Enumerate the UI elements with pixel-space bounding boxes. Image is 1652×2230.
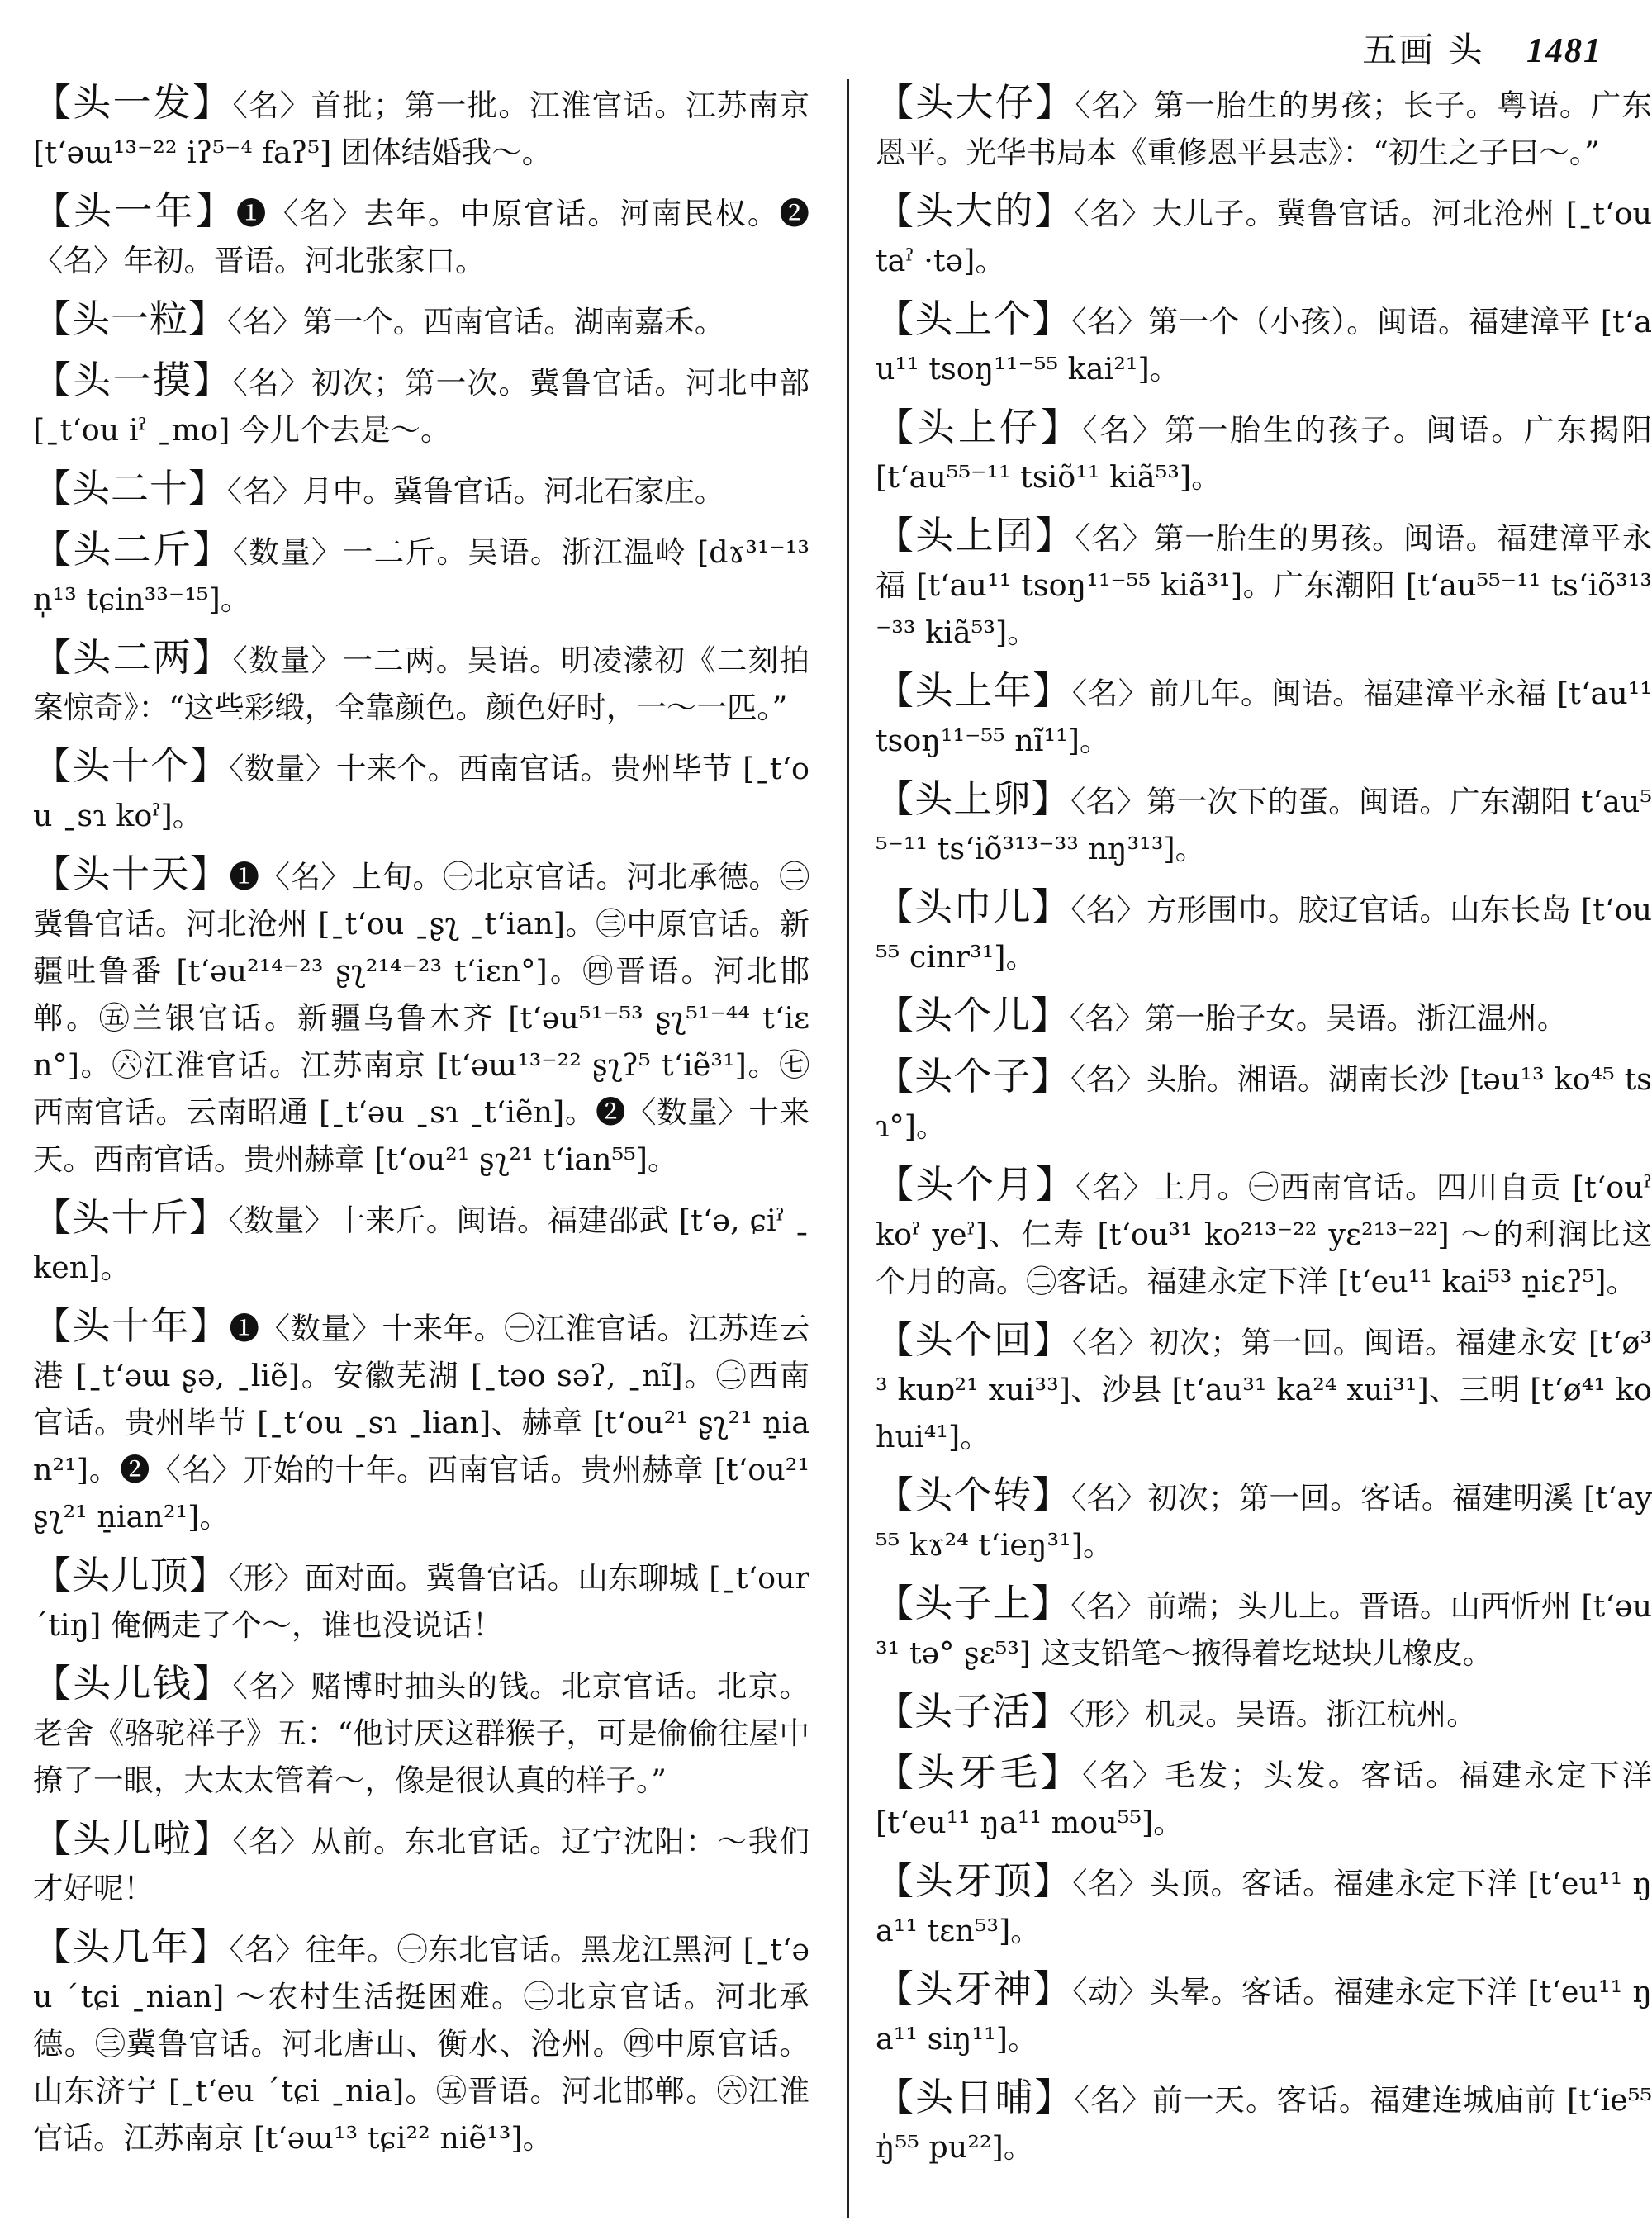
entry-definition: 〈名〉头顶。客话。福建永定下洋 [t‘eu¹¹ ŋa¹¹ tɛn⁵³]。 xyxy=(876,1866,1652,1948)
dictionary-entry xyxy=(33,187,809,284)
dictionary-entry xyxy=(876,404,1652,501)
entry-definition: 〈名〉第一胎子女。吴语。浙江温州。 xyxy=(1070,1000,1568,1036)
entry-definition: 〈名〉前端；头儿上。晋语。山西忻州 [t‘əu³¹ tə° ʂɛ⁵³] 这支铅笔～掖得着圪垯块儿橡皮。 xyxy=(876,1588,1652,1671)
dictionary-entry xyxy=(876,1858,1652,1954)
entry-definition: 〈名〉毛发；头发。客话。福建永定下洋 [t‘eu¹¹ ŋa¹¹ mou⁵⁵]。 xyxy=(876,1758,1652,1840)
dictionary-entry xyxy=(33,465,809,515)
column-divider xyxy=(847,79,849,2218)
entry-headword: 【头大的】 xyxy=(876,188,1075,233)
entry-definition: 〈名〉上月。㊀西南官话。四川自贡 [t‘ouˀ koˀ yeˀ]、仁寿 [t‘ou³¹ ko²¹³⁻²² yɛ²¹³⁻²²] ～的利润比这个月的高。㊁客话。福建永定下洋 [t‘eu¹¹ kai⁵³ n̠iɛʔ⁵]。 xyxy=(876,1170,1652,1299)
dictionary-entry xyxy=(33,743,809,839)
dictionary-entry xyxy=(876,1966,1652,2062)
page-number: 1481 xyxy=(1526,32,1602,70)
entry-definition: 〈形〉机灵。吴语。浙江杭州。 xyxy=(1070,1696,1477,1732)
entry-definition: 〈数量〉一二斤。吴语。浙江温岭 [dɤ³¹⁻¹³ n̩¹³ tɕin³³⁻¹⁵]。 xyxy=(33,534,810,617)
entry-headword: 【头个子】 xyxy=(876,1054,1070,1098)
entry-headword: 【头个转】 xyxy=(876,1473,1071,1517)
entry-headword: 【头几年】 xyxy=(33,1924,230,1969)
entry-headword: 【头个月】 xyxy=(876,1162,1076,1207)
dictionary-entry xyxy=(876,1749,1652,1846)
entry-headword: 【头上囝】 xyxy=(876,513,1075,558)
entry-definition: 〈名〉方形围巾。胶辽官话。山东长岛 [t‘ou⁵⁵ cinr³¹]。 xyxy=(876,892,1652,975)
dictionary-entry xyxy=(33,296,809,345)
entry-headword: 【头二两】 xyxy=(33,635,233,680)
dictionary-entry xyxy=(876,884,1652,980)
entry-definition: 〈名〉初次；第一回。客话。福建明溪 [t‘ay⁵⁵ kɤ²⁴ t‘ieŋ³¹]。 xyxy=(876,1480,1652,1563)
entry-headword: 【头个回】 xyxy=(876,1317,1073,1362)
entry-headword: 【头二十】 xyxy=(33,466,227,510)
entry-definition: 〈名〉初次；第一回。闽语。福建永安 [t‘ø³³ kuɒ²¹ xui³³]、沙县 [t‘au³¹ ka²⁴ xui³¹]、三明 [t‘ø⁴¹ ko hui⁴¹]。 xyxy=(876,1325,1652,1454)
dictionary-entry xyxy=(33,357,809,453)
entry-definition: 〈名〉前几年。闽语。福建漳平永福 [t‘au¹¹ tsoŋ¹¹⁻⁵⁵ nĩ¹¹]。 xyxy=(876,676,1652,758)
entry-definition: ❶〈数量〉十来年。㊀江淮官话。江苏连云港 [ˍt‘əɯ ʂə, ˍliẽ]。安徽芜湖 [ˍtəo səʔ, ˍnĩ]。㊁西南官话。贵州毕节 [ˍt‘ou ˍsɿ ˍlian]、赫章 [t‘ou²¹ ʂʅ²¹ n̠ian²¹]。❷〈名〉开始的十年。西南官话。贵州赫章 [t‘ou²¹ ʂʅ²¹ n̠ian²¹]。 xyxy=(33,1311,809,1535)
dictionary-entry xyxy=(33,634,809,731)
dictionary-entry xyxy=(876,296,1652,392)
entry-definition: 〈名〉第一胎生的男孩。闽语。福建漳平永福 [t‘au¹¹ tsoŋ¹¹⁻⁵⁵ kiã³¹]。广东潮阳 [t‘au⁵⁵⁻¹¹ ts‘iõ³¹³⁻³³ kiã⁵³]。 xyxy=(876,520,1652,650)
entry-definition: 〈数量〉一二两。吴语。明凌濛初《二刻拍案惊奇》：“这些彩缎，全靠颜色。颜色好时，一～一匹。” xyxy=(33,643,810,725)
entry-headword: 【头十天】 xyxy=(33,852,230,896)
dictionary-entry xyxy=(876,2074,1652,2171)
dictionary-entry xyxy=(33,1924,809,2161)
entry-headword: 【头子上】 xyxy=(876,1581,1071,1625)
dictionary-entry xyxy=(33,1302,809,1540)
dictionary-entry xyxy=(876,1472,1652,1568)
entry-headword: 【头十个】 xyxy=(33,743,230,788)
entry-definition: 〈名〉大儿子。冀鲁官话。河北沧州 [ˍt‘ou taˀ ·tə]。 xyxy=(876,196,1652,278)
entry-definition: ❶〈名〉去年。中原官话。河南民权。❷〈名〉年初。晋语。河北张家口。 xyxy=(33,196,810,278)
entry-headword: 【头一发】 xyxy=(33,80,233,125)
dictionary-entry xyxy=(876,79,1652,176)
entry-definition: 〈形〉面对面。冀鲁官话。山东聊城 [ˍt‘our ˊtiŋ] 俺俩走了个～，谁也没说话！ xyxy=(33,1560,810,1643)
entry-definition: 〈名〉初次；第一次。冀鲁官话。河北中部 [ˍt‘ou iˀ ˍmo] 今儿个去是～。 xyxy=(33,365,810,448)
entry-headword: 【头十年】 xyxy=(33,1303,230,1348)
entry-headword: 【头二斤】 xyxy=(33,527,233,572)
entry-definition: 〈名〉赌博时抽头的钱。北京官话。北京。老舍《骆驼祥子》五：“他讨厌这群猴子，可是偷偷往屋中撩了一眼，大太太管着～，像是很认真的样子。” xyxy=(33,1668,810,1798)
entry-headword: 【头上仔】 xyxy=(876,405,1083,449)
entry-definition: 〈动〉头晕。客话。福建永定下洋 [t‘eu¹¹ ŋa¹¹ siŋ¹¹]。 xyxy=(876,1974,1652,2057)
entry-definition: 〈名〉第一胎生的孩子。闽语。广东揭阳 [t‘au⁵⁵⁻¹¹ tsiõ¹¹ kiã⁵³]。 xyxy=(876,412,1652,495)
dictionary-entry xyxy=(876,1580,1652,1677)
entry-definition: 〈名〉第一个。西南官话。湖南嘉禾。 xyxy=(227,304,725,339)
entry-definition: 〈名〉首批；第一批。江淮官话。江苏南京 [t‘əɯ¹³⁻²² iʔ⁵⁻⁴ faʔ⁵] 团体结婚我～。 xyxy=(33,88,810,170)
entry-headword: 【头上个】 xyxy=(876,297,1072,341)
dictionary-entry xyxy=(33,1552,809,1649)
entry-definition: 〈名〉往年。㊀东北官话。黑龙江黑河 [ˍt‘əu ˊtɕi ˍnian] ～农村生活挺困难。㊁北京官话。河北承德。㊂冀鲁官话。河北唐山、衡水、沧州。㊃中原官话。山东济宁 [ˍt‘eu ˊtɕi ˍnia]。㊄晋语。河北邯郸。㊅江淮官话。江苏南京 [t‘əɯ¹³ tɕi²² niẽ¹³]。 xyxy=(33,1932,809,2156)
entry-definition: 〈数量〉十来斤。闽语。福建邵武 [t‘ə, ɕiˀ ˍken]。 xyxy=(33,1203,810,1285)
entry-headword: 【头十斤】 xyxy=(33,1195,229,1240)
dictionary-entry xyxy=(33,851,809,1183)
running-header xyxy=(1362,23,1602,73)
entry-headword: 【头儿啦】 xyxy=(33,1816,233,1861)
entry-headword: 【头日晡】 xyxy=(876,2075,1075,2119)
entry-definition: 〈名〉第一胎生的男孩；长子。粤语。广东恩平。光华书局本《重修恩平县志》：“初生之子曰～。” xyxy=(876,88,1652,170)
entry-headword: 【头上卵】 xyxy=(876,776,1071,821)
left-column xyxy=(33,79,809,2173)
entry-headword: 【头大仔】 xyxy=(876,80,1075,125)
entry-headword: 【头儿顶】 xyxy=(33,1553,229,1597)
entry-headword: 【头子活】 xyxy=(876,1689,1070,1734)
dictionary-entry xyxy=(876,1161,1652,1305)
entry-definition: ❶〈名〉上旬。㊀北京官话。河北承德。㊁冀鲁官话。河北沧州 [ˍt‘ou ˍʂʅ ˍt‘ian]。㊂中原官话。新疆吐鲁番 [t‘əu²¹⁴⁻²³ ʂʅ²¹⁴⁻²³ t‘iɛn°]。㊃晋语。河北邯郸。㊄兰银官话。新疆乌鲁木齐 [t‘əu⁵¹⁻⁵³ ʂʅ⁵¹⁻⁴⁴ t‘iɛn°]。㊅江淮官话。江苏南京 [t‘əɯ¹³⁻²² ʂʅʔ⁵ t‘iẽ³¹]。㊆西南官话。云南昭通 [ˍt‘əu ˍsɿ ˍt‘iẽn]。❷〈数量〉十来天。西南官话。贵州赫章 [t‘ou²¹ ʂʅ²¹ t‘ian⁵⁵]。 xyxy=(33,859,809,1177)
entry-definition: 〈名〉前一天。客话。福建连城庙前 [t‘ie⁵⁵ ŋ̍⁵⁵ pu²²]。 xyxy=(876,2082,1652,2165)
entry-definition: 〈名〉第一个（小孩）。闽语。福建漳平 [t‘au¹¹ tsoŋ¹¹⁻⁵⁵ kai²¹]。 xyxy=(876,304,1652,387)
dictionary-entry xyxy=(876,992,1652,1041)
entry-headword: 【头上年】 xyxy=(876,668,1072,713)
entry-definition: 〈名〉头胎。湘语。湖南长沙 [təu¹³ ko⁴⁵ tsɿ°]。 xyxy=(876,1061,1652,1144)
entry-headword: 【头一年】 xyxy=(33,188,236,233)
entry-definition: 〈名〉从前。东北官话。辽宁沈阳：～我们才好呢！ xyxy=(33,1824,810,1906)
entry-headword: 【头牙神】 xyxy=(876,1967,1073,2011)
dictionary-entry xyxy=(876,776,1652,872)
dictionary-entry xyxy=(33,1815,809,1912)
dictionary-entry xyxy=(33,1660,809,1804)
entry-headword: 【头一摸】 xyxy=(33,358,233,402)
dictionary-entry xyxy=(876,187,1652,284)
entry-headword: 【头牙顶】 xyxy=(876,1858,1073,1903)
dictionary-entry xyxy=(876,667,1652,764)
entry-headword: 【头牙毛】 xyxy=(876,1750,1083,1795)
dictionary-entry xyxy=(876,512,1652,656)
dictionary-entry xyxy=(876,1688,1652,1738)
dictionary-entry xyxy=(33,1194,809,1291)
dictionary-entry xyxy=(33,526,809,623)
section-label: 五画 头 xyxy=(1362,30,1484,70)
entry-definition: 〈数量〉十来个。西南官话。贵州毕节 [ˍt‘ou ˍsɿ koˀ]。 xyxy=(33,751,809,833)
entry-headword: 【头一粒】 xyxy=(33,297,227,341)
dictionary-entry xyxy=(876,1317,1652,1460)
dictionary-entry xyxy=(876,1053,1652,1150)
entry-headword: 【头巾儿】 xyxy=(876,885,1071,929)
entry-headword: 【头个儿】 xyxy=(876,993,1070,1037)
entry-definition: 〈名〉月中。冀鲁官话。河北石家庄。 xyxy=(227,473,725,509)
dictionary-entry xyxy=(33,79,809,176)
entry-headword: 【头儿钱】 xyxy=(33,1661,233,1706)
right-column xyxy=(876,79,1652,2182)
entry-definition: 〈名〉第一次下的蛋。闽语。广东潮阳 t‘au⁵⁵⁻¹¹ ts‘iõ³¹³⁻³³ nŋ³¹³]。 xyxy=(876,784,1652,866)
